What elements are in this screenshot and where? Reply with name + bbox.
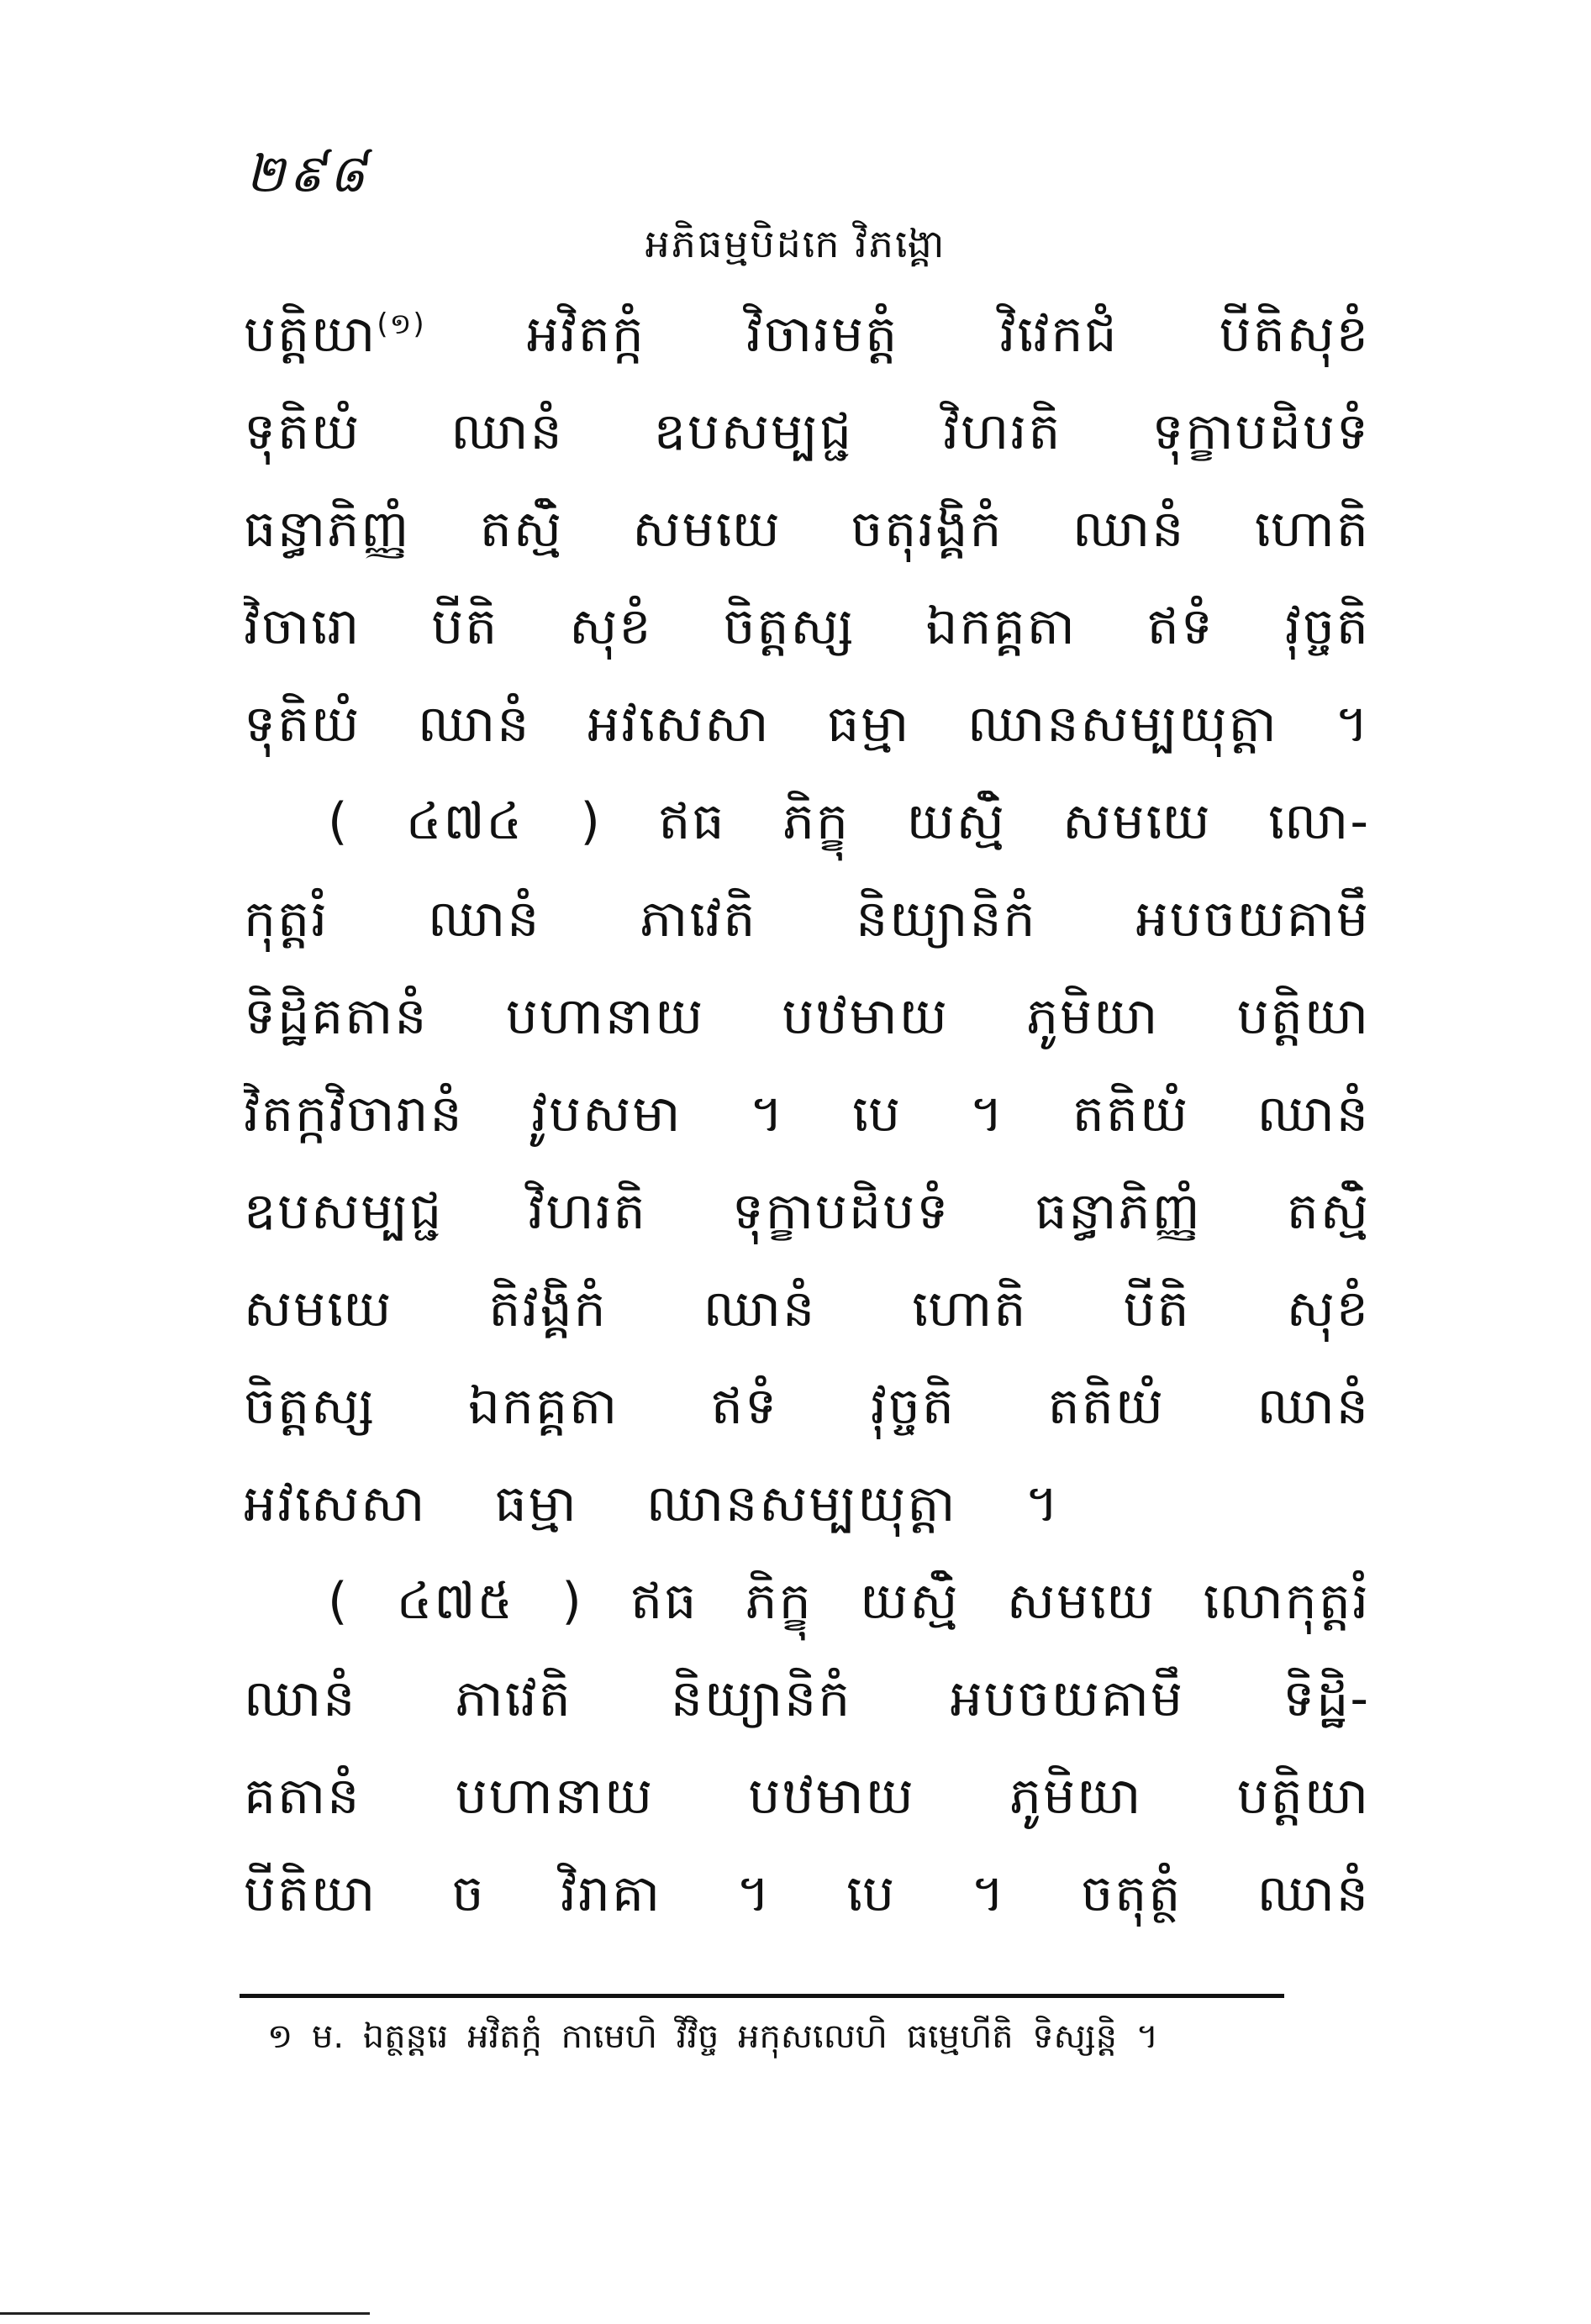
text-line-3: ធន្ធាភិញ្ញំ តស្មិំ សមយេ ចតុរង្គិកំ ឈានំ ហោតិ: [244, 500, 1370, 559]
page-bottom-rule: [0, 2312, 370, 2315]
running-header: អភិធម្មបិដកេ វិភង្គោ: [645, 221, 946, 266]
footnote-reference: (១): [377, 308, 426, 341]
text-line-14: ( ៤៧៥ ) ឥធ ភិក្ខុ យស្មិំ សមយេ លោកុត្តរំ: [328, 1572, 1370, 1631]
body-text: [244, 286, 1370, 1943]
footnote: ១ ម. ឯត្ថន្តរេ អវិតក្កំ កាមេហិ វិវិច្ច អកុសលេហិ ធម្មេហីតិ ទិស្សន្តិ ។: [267, 2017, 1159, 2056]
page-number: ២៩៨: [245, 143, 369, 204]
text-line-8: ទិដ្ឋិគតានំ បហានាយ បឋមាយ ភូមិយា បត្តិយា: [244, 987, 1370, 1046]
text-line-2: ទុតិយំ ឈានំ ឧបសម្បជ្ជ វិហរតិ ទុក្ខាបដិបទំ: [244, 402, 1370, 461]
text-line-17: បីតិយា ច វិរាគា ។ បេ ។ ចតុត្ថំ ឈានំ: [244, 1864, 1370, 1923]
text-line-5: ទុតិយំ ឈានំ អវសេសា ធម្មា ឈានសម្បយុត្តា ។: [244, 695, 1370, 754]
text-line-6: ( ៤៧៤ ) ឥធ ភិក្ខុ យស្មិំ សមយេ លោ-: [328, 792, 1370, 851]
text-line-9: វិតក្កវិចារានំ វូបសមា ។ បេ ។ តតិយំ ឈានំ: [244, 1085, 1370, 1144]
text-line-11: សមយេ តិវង្គិកំ ឈានំ ហោតិ បីតិ សុខំ: [244, 1280, 1370, 1338]
text-line-12: ចិត្តស្ស ឯកគ្គតា ឥទំ វុច្ចតិ តតិយំ ឈានំ: [244, 1377, 1370, 1436]
text-line-16: គតានំ បហានាយ បឋមាយ ភូមិយា បត្តិយា: [244, 1767, 1370, 1826]
text-line-4: វិចារោ បីតិ សុខំ ចិត្តស្ស ឯកគ្គតា ឥទំ វុច្ចតិ: [244, 597, 1370, 656]
text-line-13: អវសេសា ធម្មា ឈានសម្បយុត្តា ។: [244, 1475, 1061, 1533]
text-line-15: ឈានំ ភាវេតិ និយ្យានិកំ អបចយគាមឹ ទិដ្ឋិ-: [244, 1669, 1370, 1728]
text-line-1-rest: អវិតក្កំ វិចារមត្តំ វិវេកជំ បីតិសុខំ: [526, 305, 1370, 364]
text-line-7: កុត្តរំ ឈានំ ភាវេតិ និយ្យានិកំ អបចយគាមឹ: [244, 890, 1370, 949]
text-line-1: [244, 286, 1370, 383]
text-line-1-start: បត្តិយា: [244, 305, 377, 364]
footnote-separator: [240, 1994, 1284, 1998]
text-line-10: ឧបសម្បជ្ជ វិហរតិ ទុក្ខាបដិបទំ ធន្ធាភិញ្ញំ តស្មិំ: [244, 1182, 1370, 1241]
